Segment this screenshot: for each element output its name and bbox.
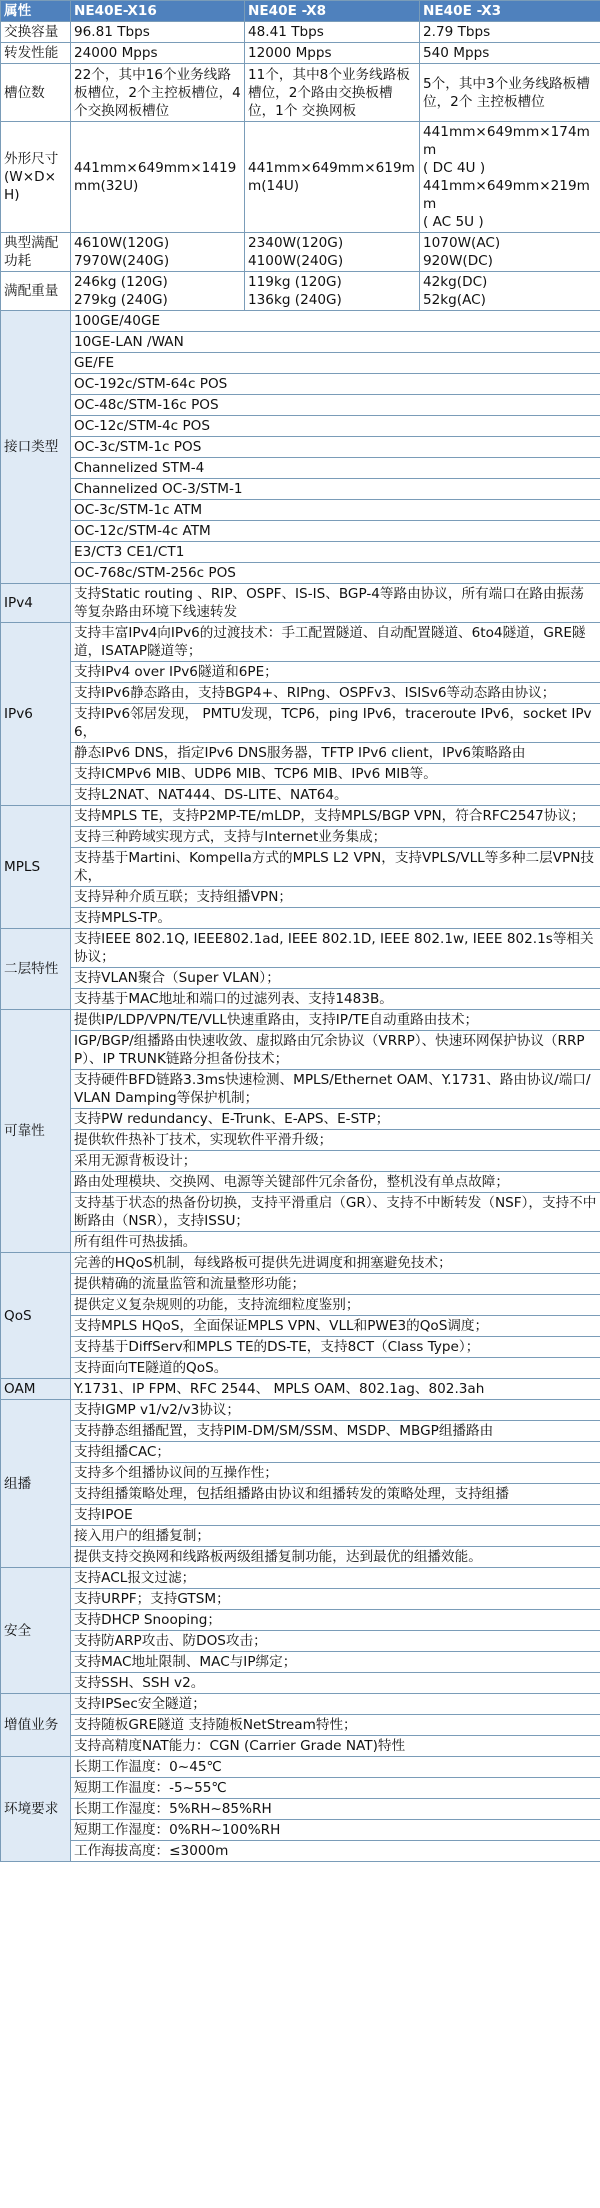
attribute-label: 转发性能 xyxy=(1,43,71,64)
feature-row xyxy=(1,374,600,395)
value-line: 441mm×649mm×174mm xyxy=(423,124,590,158)
feature-row xyxy=(1,1631,600,1652)
model-value xyxy=(71,64,245,122)
feature-row xyxy=(1,1172,600,1193)
feature-item: 工作海拔高度：≤3000m xyxy=(71,1841,600,1862)
feature-row xyxy=(1,1463,600,1484)
spec-row xyxy=(1,64,600,122)
feature-item: 静态IPv6 DNS，指定IPv6 DNS服务器，TFTP IPv6 client，IPv6策略路由 xyxy=(71,743,600,764)
section-label: MPLS xyxy=(1,806,71,929)
feature-row xyxy=(1,1694,600,1715)
feature-row xyxy=(1,1589,600,1610)
feature-item: 支持IPSec安全隧道； xyxy=(71,1694,600,1715)
feature-row xyxy=(1,1193,600,1232)
feature-row xyxy=(1,1358,600,1379)
feature-item: 100GE/40GE xyxy=(71,311,600,332)
feature-item: IGP/BGP/组播路由快速收敛、虚拟路由冗余协议（VRRP）、快速环网保护协议（RRPP）、IP TRUNK链路分担备份技术； xyxy=(71,1031,600,1070)
feature-item: 所有组件可热拔插。 xyxy=(71,1232,600,1253)
section-label: OAM xyxy=(1,1379,71,1400)
value-line: 136kg (240G) xyxy=(248,292,342,308)
feature-item: 支持VLAN聚合（Super VLAN）； xyxy=(71,968,600,989)
model-value xyxy=(71,43,245,64)
feature-item: 支持随板GRE隧道 支持随板NetStream特性； xyxy=(71,1715,600,1736)
feature-item: OC-3c/STM-1c POS xyxy=(71,437,600,458)
feature-row xyxy=(1,1232,600,1253)
feature-item: 支持多个组播协议间的互操作性； xyxy=(71,1463,600,1484)
section-label: 二层特性 xyxy=(1,929,71,1010)
feature-row xyxy=(1,1673,600,1694)
section-label: 安全 xyxy=(1,1568,71,1694)
feature-item: 支持L2NAT、NAT444、DS-LITE、NAT64。 xyxy=(71,785,600,806)
value-line: 920W(DC) xyxy=(423,253,493,269)
feature-item: GE/FE xyxy=(71,353,600,374)
feature-item: 采用无源背板设计； xyxy=(71,1151,600,1172)
feature-item: OC-12c/STM-4c POS xyxy=(71,416,600,437)
section-label: 环境要求 xyxy=(1,1757,71,1862)
feature-row xyxy=(1,332,600,353)
value-line: 441mm×649mm×1419mm(32U) xyxy=(74,160,237,194)
feature-row xyxy=(1,437,600,458)
value-line: 1070W(AC) xyxy=(423,235,501,251)
feature-row xyxy=(1,827,600,848)
feature-item: 支持基于DiffServ和MPLS TE的DS-TE，支持8CT（Class Type）； xyxy=(71,1337,600,1358)
feature-item: 接入用户的组播复制； xyxy=(71,1526,600,1547)
value-line: 4610W(120G) xyxy=(74,235,170,251)
feature-row xyxy=(1,479,600,500)
feature-item: 长期工作温度：0~45℃ xyxy=(71,1757,600,1778)
feature-item: 支持Static routing 、RIP、OSPF、IS-IS、BGP-4等路由协议，所有端口在路由振荡等复杂路由环境下线速转发 xyxy=(71,584,600,623)
value-line: ( AC 5U ) xyxy=(423,214,484,230)
value-line: 11个，其中8个业务线路板槽位，2个路由交换板槽位，1个 交换网板 xyxy=(248,66,410,119)
model-value xyxy=(420,64,600,122)
feature-item: 短期工作温度：-5~55℃ xyxy=(71,1778,600,1799)
feature-item: Channelized STM-4 xyxy=(71,458,600,479)
feature-item: OC-48c/STM-16c POS xyxy=(71,395,600,416)
feature-row xyxy=(1,848,600,887)
model-value xyxy=(420,43,600,64)
feature-row xyxy=(1,521,600,542)
feature-item: 支持IPv4 over IPv6隧道和6PE； xyxy=(71,662,600,683)
feature-row xyxy=(1,584,600,623)
feature-item: 支持ACL报文过滤； xyxy=(71,1568,600,1589)
spec-row xyxy=(1,43,600,64)
feature-item: 支持IPOE xyxy=(71,1505,600,1526)
model-value xyxy=(71,22,245,43)
value-line: 441mm×649mm×219mm xyxy=(423,178,590,212)
feature-row xyxy=(1,785,600,806)
feature-row xyxy=(1,1070,600,1109)
feature-item: Y.1731、IP FPM、RFC 2544、 MPLS OAM、802.1ag、802.3ah xyxy=(71,1379,600,1400)
feature-row xyxy=(1,1820,600,1841)
model-value xyxy=(420,22,600,43)
feature-row xyxy=(1,1841,600,1862)
feature-row xyxy=(1,1736,600,1757)
feature-row xyxy=(1,1253,600,1274)
value-line: 5个，其中3个业务线路板槽位，2个 主控板槽位 xyxy=(423,75,590,110)
feature-item: 支持面向TE隧道的QoS。 xyxy=(71,1358,600,1379)
header-cell-x3: NE40E -X3 xyxy=(420,1,600,22)
model-value xyxy=(245,64,420,122)
value-line: 48.41 Tbps xyxy=(248,24,324,40)
value-line: 441mm×649mm×619mm(14U) xyxy=(248,160,415,194)
feature-item: 支持异种介质互联；支持组播VPN； xyxy=(71,887,600,908)
feature-row xyxy=(1,1130,600,1151)
feature-row xyxy=(1,929,600,968)
feature-row xyxy=(1,311,600,332)
feature-row xyxy=(1,908,600,929)
model-value xyxy=(420,122,600,233)
model-value xyxy=(245,122,420,233)
section-label: 增值业务 xyxy=(1,1694,71,1757)
feature-row xyxy=(1,1421,600,1442)
feature-row xyxy=(1,1568,600,1589)
feature-item: 支持防ARP攻击、防DOS攻击； xyxy=(71,1631,600,1652)
feature-row xyxy=(1,1337,600,1358)
feature-row xyxy=(1,1274,600,1295)
feature-item: 支持MPLS TE，支持P2MP-TE/mLDP，支持MPLS/BGP VPN，符合RFC2547协议； xyxy=(71,806,600,827)
section-label: IPv6 xyxy=(1,623,71,806)
section-label: 接口类型 xyxy=(1,311,71,584)
attribute-label: 满配重量 xyxy=(1,272,71,311)
feature-row xyxy=(1,1547,600,1568)
feature-row xyxy=(1,1379,600,1400)
feature-row xyxy=(1,1715,600,1736)
feature-row xyxy=(1,887,600,908)
feature-row xyxy=(1,1031,600,1070)
feature-row xyxy=(1,968,600,989)
feature-item: E3/CT3 CE1/CT1 xyxy=(71,542,600,563)
model-value xyxy=(245,272,420,311)
section-label: 组播 xyxy=(1,1400,71,1568)
feature-item: 支持高精度NAT能力：CGN (Carrier Grade NAT)特性 xyxy=(71,1736,600,1757)
value-line: 52kg(AC) xyxy=(423,292,486,308)
feature-item: 支持IGMP v1/v2/v3协议； xyxy=(71,1400,600,1421)
feature-item: 支持IEEE 802.1Q, IEEE802.1ad, IEEE 802.1D, IEEE 802.1w, IEEE 802.1s等相关协议； xyxy=(71,929,600,968)
feature-row xyxy=(1,416,600,437)
feature-item: 提供定义复杂规则的功能，支持流细粒度鉴别； xyxy=(71,1295,600,1316)
feature-item: 支持ICMPv6 MIB、UDP6 MIB、TCP6 MIB、IPv6 MIB等。 xyxy=(71,764,600,785)
value-line: 2.79 Tbps xyxy=(423,24,491,40)
value-line: 279kg (240G) xyxy=(74,292,168,308)
value-line: 96.81 Tbps xyxy=(74,24,150,40)
feature-row xyxy=(1,500,600,521)
value-line: 246kg (120G) xyxy=(74,274,168,290)
value-line: 42kg(DC) xyxy=(423,274,488,290)
feature-row xyxy=(1,1109,600,1130)
attribute-label: 外形尺寸(W×D×H) xyxy=(1,122,71,233)
header-cell-x16: NE40E-X16 xyxy=(71,1,245,22)
feature-item: OC-12c/STM-4c ATM xyxy=(71,521,600,542)
feature-row xyxy=(1,563,600,584)
feature-row xyxy=(1,806,600,827)
value-line: 4100W(240G) xyxy=(248,253,344,269)
feature-row xyxy=(1,623,600,662)
feature-row xyxy=(1,458,600,479)
feature-row xyxy=(1,1400,600,1421)
attribute-label: 交换容量 xyxy=(1,22,71,43)
model-value xyxy=(71,122,245,233)
feature-item: 短期工作湿度：0%RH~100%RH xyxy=(71,1820,600,1841)
value-line: 7970W(240G) xyxy=(74,253,170,269)
feature-row xyxy=(1,683,600,704)
feature-row xyxy=(1,1526,600,1547)
feature-row xyxy=(1,1442,600,1463)
feature-item: 提供精确的流量监管和流量整形功能； xyxy=(71,1274,600,1295)
feature-item: 完善的HQoS机制，每线路板可提供先进调度和拥塞避免技术； xyxy=(71,1253,600,1274)
feature-item: 支持组播策略处理，包括组播路由协议和组播转发的策略处理，支持组播 xyxy=(71,1484,600,1505)
feature-item: 支持静态组播配置，支持PIM-DM/SM/SSM、MSDP、MBGP组播路由 xyxy=(71,1421,600,1442)
model-value xyxy=(420,233,600,272)
value-line: 12000 Mpps xyxy=(248,45,332,61)
feature-row xyxy=(1,1652,600,1673)
model-value xyxy=(71,272,245,311)
feature-item: 支持MPLS HQoS，全面保证MPLS VPN、VLL和PWE3的QoS调度； xyxy=(71,1316,600,1337)
feature-row xyxy=(1,704,600,743)
model-value xyxy=(245,43,420,64)
feature-item: Channelized OC-3/STM-1 xyxy=(71,479,600,500)
model-value xyxy=(245,233,420,272)
feature-item: OC-768c/STM-256c POS xyxy=(71,563,600,584)
feature-item: 10GE-LAN /WAN xyxy=(71,332,600,353)
spec-row xyxy=(1,22,600,43)
section-label: QoS xyxy=(1,1253,71,1379)
feature-row xyxy=(1,1316,600,1337)
model-value xyxy=(71,233,245,272)
feature-row xyxy=(1,542,600,563)
feature-item: OC-3c/STM-1c ATM xyxy=(71,500,600,521)
feature-item: 支持MPLS-TP。 xyxy=(71,908,600,929)
spec-row xyxy=(1,122,600,233)
feature-row xyxy=(1,1610,600,1631)
value-line: 119kg (120G) xyxy=(248,274,342,290)
feature-row xyxy=(1,353,600,374)
feature-item: 支持基于状态的热备份切换，支持平滑重启（GR）、支持不中断转发（NSF），支持不中断路由（NSR），支持ISSU； xyxy=(71,1193,600,1232)
feature-row xyxy=(1,1778,600,1799)
feature-row xyxy=(1,1799,600,1820)
feature-item: 支持基于Martini、Kompella方式的MPLS L2 VPN，支持VPLS/VLL等多种二层VPN技术， xyxy=(71,848,600,887)
feature-row xyxy=(1,1484,600,1505)
feature-item: 路由处理模块、交换网、电源等关键部件冗余备份，整机没有单点故障； xyxy=(71,1172,600,1193)
feature-item: 支持IPv6邻居发现， PMTU发现，TCP6，ping IPv6，traceroute IPv6，socket IPv6， xyxy=(71,704,600,743)
feature-row xyxy=(1,1010,600,1031)
value-line: 22个，其中16个业务线路板槽位，2个主控板槽位，4个交换网板槽位 xyxy=(74,66,241,119)
feature-item: 提供支持交换网和线路板两级组播复制功能，达到最优的组播效能。 xyxy=(71,1547,600,1568)
header-row xyxy=(1,1,600,22)
feature-item: 提供软件热补丁技术，实现软件平滑升级； xyxy=(71,1130,600,1151)
header-cell-attribute: 属性 xyxy=(1,1,71,22)
feature-row xyxy=(1,743,600,764)
feature-item: 支持MAC地址限制、MAC与IP绑定； xyxy=(71,1652,600,1673)
value-line: 24000 Mpps xyxy=(74,45,158,61)
feature-item: 提供IP/LDP/VPN/TE/VLL快速重路由，支持IP/TE自动重路由技术； xyxy=(71,1010,600,1031)
feature-item: 支持组播CAC； xyxy=(71,1442,600,1463)
model-value xyxy=(245,22,420,43)
feature-item: 支持IPv6静态路由，支持BGP4+、RIPng、OSPFv3、ISISv6等动态路由协议； xyxy=(71,683,600,704)
feature-item: 支持URPF；支持GTSM； xyxy=(71,1589,600,1610)
feature-item: OC-192c/STM-64c POS xyxy=(71,374,600,395)
attribute-label: 槽位数 xyxy=(1,64,71,122)
feature-row xyxy=(1,395,600,416)
spec-row xyxy=(1,272,600,311)
spec-row xyxy=(1,233,600,272)
attribute-label: 典型满配功耗 xyxy=(1,233,71,272)
section-label: IPv4 xyxy=(1,584,71,623)
value-line: 2340W(120G) xyxy=(248,235,344,251)
feature-row xyxy=(1,1757,600,1778)
feature-item: 支持丰富IPv4向IPv6的过渡技术：手工配置隧道、自动配置隧道、6to4隧道，GRE隧道，ISATAP隧道等； xyxy=(71,623,600,662)
value-line: 540 Mpps xyxy=(423,45,490,61)
feature-item: 支持硬件BFD链路3.3ms快速检测、MPLS/Ethernet OAM、Y.1731、路由协议/端口/VLAN Damping等保护机制； xyxy=(71,1070,600,1109)
header-cell-x8: NE40E -X8 xyxy=(245,1,420,22)
feature-row xyxy=(1,764,600,785)
feature-item: 长期工作湿度：5%RH~85%RH xyxy=(71,1799,600,1820)
feature-item: 支持PW redundancy、E-Trunk、E-APS、E-STP； xyxy=(71,1109,600,1130)
section-label: 可靠性 xyxy=(1,1010,71,1253)
feature-item: 支持三种跨域实现方式，支持与Internet业务集成； xyxy=(71,827,600,848)
feature-row xyxy=(1,1295,600,1316)
spec-table-body xyxy=(1,1,600,1862)
feature-row xyxy=(1,989,600,1010)
feature-row xyxy=(1,662,600,683)
value-line: ( DC 4U ) xyxy=(423,160,486,176)
feature-row xyxy=(1,1505,600,1526)
model-value xyxy=(420,272,600,311)
feature-row xyxy=(1,1151,600,1172)
feature-item: 支持SSH、SSH v2。 xyxy=(71,1673,600,1694)
feature-item: 支持基于MAC地址和端口的过滤列表、支持1483B。 xyxy=(71,989,600,1010)
feature-item: 支持DHCP Snooping； xyxy=(71,1610,600,1631)
